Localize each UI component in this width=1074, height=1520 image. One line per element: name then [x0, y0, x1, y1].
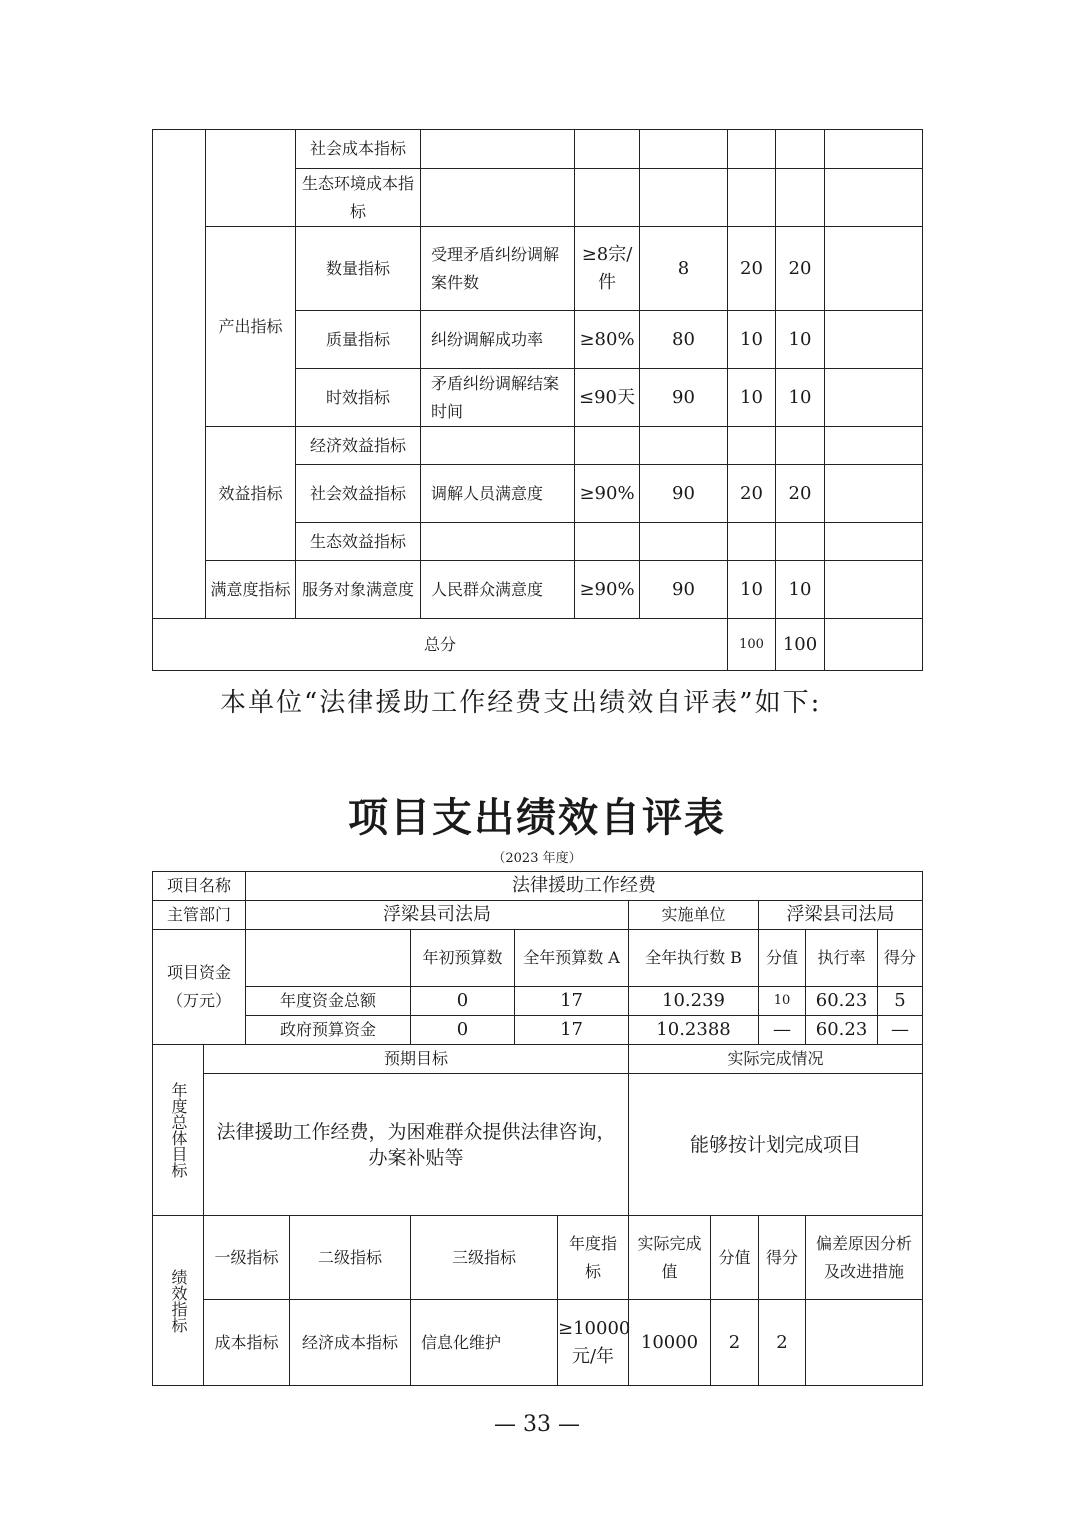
level2-cell: 社会成本指标 [296, 130, 421, 169]
level3-cell [421, 130, 575, 169]
got-cell: 10 [776, 561, 825, 619]
got-cell: 10 [776, 311, 825, 369]
dept-value: 浮梁县司法局 [246, 901, 629, 930]
actual-cell: 90 [640, 369, 728, 427]
level3-cell: 受理矛盾纠纷调解案件数 [421, 227, 575, 311]
total-got: 100 [776, 619, 825, 671]
perf-score: 2 [711, 1300, 759, 1386]
score-cell: 10 [728, 561, 776, 619]
actual-cell: 80 [640, 311, 728, 369]
perf-header: 得分 [759, 1216, 806, 1300]
group-output-cell: 产出指标 [206, 227, 296, 427]
note-cell [825, 311, 923, 369]
perf-target: ≥10000元/年 [558, 1300, 629, 1386]
perf-header: 偏差原因分析及改进措施 [806, 1216, 923, 1300]
fund-rate: 60.23 [806, 1016, 878, 1045]
expected-label: 预期目标 [204, 1045, 629, 1074]
fund-rate: 60.23 [806, 987, 878, 1016]
level2-cell: 时效指标 [296, 369, 421, 427]
score-cell [728, 427, 776, 465]
target-cell: ≥90% [575, 561, 640, 619]
level1-blank-cell [153, 130, 206, 619]
got-cell: 10 [776, 369, 825, 427]
actual-cell [640, 523, 728, 561]
level1-blank-cell [206, 130, 296, 227]
target-cell: ≥8宗/件 [575, 227, 640, 311]
actual-label: 实际完成情况 [629, 1045, 923, 1074]
perf-level3: 信息化维护 [411, 1300, 558, 1386]
got-cell: 20 [776, 227, 825, 311]
score-cell [728, 130, 776, 169]
note-cell [825, 227, 923, 311]
score-cell: 10 [728, 369, 776, 427]
impl-value: 浮梁县司法局 [759, 901, 923, 930]
got-cell [776, 523, 825, 561]
level2-cell: 经济效益指标 [296, 427, 421, 465]
table-row [153, 1300, 923, 1386]
target-cell [575, 130, 640, 169]
fund-got: 5 [878, 987, 923, 1016]
table-row [153, 427, 923, 465]
score-cell [728, 169, 776, 227]
fund-header: 全年预算数 A [515, 930, 629, 987]
perf-header: 二级指标 [290, 1216, 411, 1300]
table-row [153, 227, 923, 311]
perf-header: 分值 [711, 1216, 759, 1300]
got-cell [776, 130, 825, 169]
level3-cell [421, 427, 575, 465]
total-label: 总分 [153, 619, 728, 671]
score-cell: 20 [728, 227, 776, 311]
level3-cell: 矛盾纠纷调解结案时间 [421, 369, 575, 427]
fund-header: 得分 [878, 930, 923, 987]
note-cell [825, 619, 923, 671]
level3-cell [421, 523, 575, 561]
level3-cell: 调解人员满意度 [421, 465, 575, 523]
actual-result-text: 能够按计划完成项目 [629, 1074, 923, 1216]
fund-header: 分值 [759, 930, 806, 987]
expected-goal-text: 法律援助工作经费，为困难群众提供法律咨询，办案补贴等 [204, 1074, 629, 1216]
target-cell: ≥90% [575, 465, 640, 523]
goal-label: 年度总体目标 [153, 1045, 204, 1216]
table-row [153, 1016, 923, 1045]
perf-header: 三级指标 [411, 1216, 558, 1300]
fund-score: 10 [759, 987, 806, 1016]
table-row [153, 901, 923, 930]
level3-cell [421, 169, 575, 227]
fund-label: 项目资金（万元） [153, 930, 246, 1045]
target-cell [575, 523, 640, 561]
perf-got: 2 [759, 1300, 806, 1386]
fund-annual: 17 [515, 987, 629, 1016]
indicator-table-continued [152, 129, 923, 671]
perf-note [806, 1300, 923, 1386]
note-cell [825, 561, 923, 619]
table-row [153, 130, 923, 169]
target-cell [575, 169, 640, 227]
fund-annual: 17 [515, 1016, 629, 1045]
form-title: 项目支出绩效自评表 [348, 794, 726, 841]
perf-label: 绩效指标 [153, 1216, 204, 1386]
actual-cell [640, 427, 728, 465]
level2-cell: 社会效益指标 [296, 465, 421, 523]
level2-cell: 生态环境成本指标 [296, 169, 421, 227]
fund-score: — [759, 1016, 806, 1045]
actual-cell: 90 [640, 465, 728, 523]
got-cell [776, 169, 825, 227]
perf-header: 实际完成值 [629, 1216, 711, 1300]
note-cell [825, 369, 923, 427]
target-cell: ≤90天 [575, 369, 640, 427]
perf-level1: 成本指标 [204, 1300, 290, 1386]
target-cell: ≥80% [575, 311, 640, 369]
note-cell [825, 130, 923, 169]
form-year: （2023 年度） [492, 851, 582, 866]
level2-cell: 数量指标 [296, 227, 421, 311]
self-evaluation-form [152, 871, 923, 1386]
table-row [153, 1045, 923, 1074]
table-row [153, 561, 923, 619]
table-row [153, 1074, 923, 1216]
level2-cell: 服务对象满意度 [296, 561, 421, 619]
note-cell [825, 465, 923, 523]
impl-label: 实施单位 [629, 901, 759, 930]
level2-cell: 生态效益指标 [296, 523, 421, 561]
score-cell [728, 523, 776, 561]
level3-cell: 人民群众满意度 [421, 561, 575, 619]
actual-cell: 90 [640, 561, 728, 619]
perf-actual: 10000 [629, 1300, 711, 1386]
continuation-paragraph: 本单位“法律援助工作经费支出绩效自评表”如下: [220, 688, 822, 718]
actual-cell: 8 [640, 227, 728, 311]
got-cell: 20 [776, 465, 825, 523]
fund-corner-cell [246, 930, 411, 987]
note-cell [825, 523, 923, 561]
perf-level2: 经济成本指标 [290, 1300, 411, 1386]
fund-executed: 10.2388 [629, 1016, 759, 1045]
actual-cell [640, 130, 728, 169]
score-cell: 20 [728, 465, 776, 523]
fund-initial: 0 [411, 987, 515, 1016]
fund-row-label: 政府预算资金 [246, 1016, 411, 1045]
note-cell [825, 427, 923, 465]
fund-row-label: 年度资金总额 [246, 987, 411, 1016]
project-name-value: 法律援助工作经费 [246, 872, 923, 901]
table-row [153, 987, 923, 1016]
fund-initial: 0 [411, 1016, 515, 1045]
note-cell [825, 169, 923, 227]
level2-cell: 质量指标 [296, 311, 421, 369]
fund-header: 年初预算数 [411, 930, 515, 987]
score-cell: 10 [728, 311, 776, 369]
page-number: — 33 — [494, 1412, 580, 1437]
fund-got: — [878, 1016, 923, 1045]
fund-executed: 10.239 [629, 987, 759, 1016]
table-row [153, 930, 923, 987]
level3-cell: 纠纷调解成功率 [421, 311, 575, 369]
group-benefit-cell: 效益指标 [206, 427, 296, 561]
perf-header: 一级指标 [204, 1216, 290, 1300]
perf-header: 年度指标 [558, 1216, 629, 1300]
total-score: 100 [728, 619, 776, 671]
actual-cell [640, 169, 728, 227]
got-cell [776, 427, 825, 465]
project-name-label: 项目名称 [153, 872, 246, 901]
dept-label: 主管部门 [153, 901, 246, 930]
table-row [153, 872, 923, 901]
group-satisfaction-cell: 满意度指标 [206, 561, 296, 619]
fund-header: 全年执行数 B [629, 930, 759, 987]
table-row [153, 1216, 923, 1300]
target-cell [575, 427, 640, 465]
fund-header: 执行率 [806, 930, 878, 987]
total-row [153, 619, 923, 671]
